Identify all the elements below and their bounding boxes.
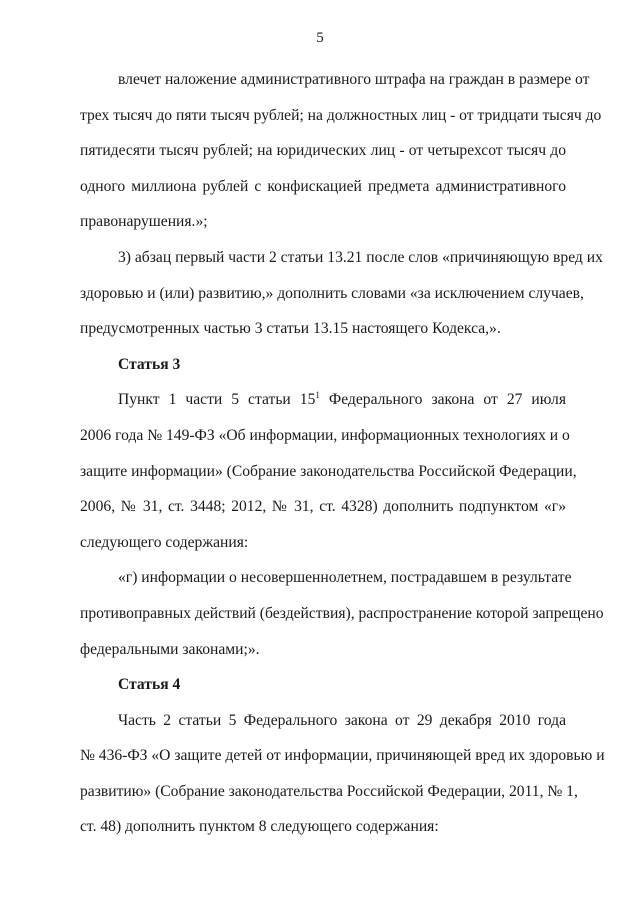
- text-line: защите информации» (Собрание законодательства Российской Федерации,: [80, 462, 577, 480]
- paragraph-article-4: [80, 703, 605, 845]
- text-line: правонарушения.»;: [80, 213, 208, 231]
- text-line: ст. 48) дополнить пунктом 8 следующего содержания:: [80, 818, 439, 836]
- document-body: [80, 62, 605, 845]
- text-line: № 436-ФЗ «О защите детей от информации, причиняющей вред их здоровью и: [80, 747, 605, 765]
- text-line: федеральными законами;».: [80, 640, 260, 658]
- text-line: 2006 года № 149-ФЗ «Об информации, информационных технологиях и о: [80, 426, 570, 444]
- text-line: здоровью и (или) развитию,» дополнить словами «за исключением случаев,: [80, 284, 584, 302]
- text-line: трех тысяч до пяти тысяч рублей; на должностных лиц - от тридцати тысяч до: [80, 106, 602, 124]
- text-line: 3) абзац первый части 2 статьи 13.21 после слов «причиняющую вред их: [118, 248, 603, 266]
- text-line: [80, 382, 566, 418]
- text-line: 2006, № 31, ст. 3448; 2012, № 31, ст. 4328) дополнить подпунктом «г»: [80, 498, 566, 516]
- article-3-heading: Статья 3: [118, 355, 181, 373]
- text-line: пятидесяти тысяч рублей; на юридических лиц - от четырехсот тысяч до: [80, 142, 566, 160]
- text-segment: Пункт 1 части 5 статьи 15: [118, 391, 316, 409]
- text-line: одного миллиона рублей с конфискацией предмета административного: [80, 177, 566, 195]
- page-number: 5: [316, 30, 324, 46]
- text-line: следующего содержания:: [80, 533, 249, 551]
- text-line: противоправных действий (бездействия), распространение которой запрещено: [80, 604, 604, 622]
- text-line: «г) информации о несовершеннолетнем, пострадавшем в результате: [118, 569, 572, 587]
- text-line: Часть 2 статьи 5 Федерального закона от 29 декабря 2010 года: [118, 711, 566, 729]
- article-4-heading: Статья 4: [118, 676, 181, 694]
- text-line: предусмотренных частью 3 статьи 13.15 настоящего Кодекса,».: [80, 320, 501, 338]
- paragraph-penalty-continuation: [80, 62, 602, 240]
- superscript: 1: [315, 390, 320, 401]
- text-line: влечет наложение административного штрафа на граждан в размере от: [118, 71, 590, 88]
- paragraph-subitem-g: [80, 560, 604, 667]
- text-line: развитию» (Собрание законодательства Российской Федерации, 2011, № 1,: [80, 782, 578, 800]
- paragraph-article-3: [80, 382, 577, 560]
- text-segment: Федерального закона от 27 июля: [319, 391, 566, 409]
- paragraph-item-3: [80, 240, 603, 347]
